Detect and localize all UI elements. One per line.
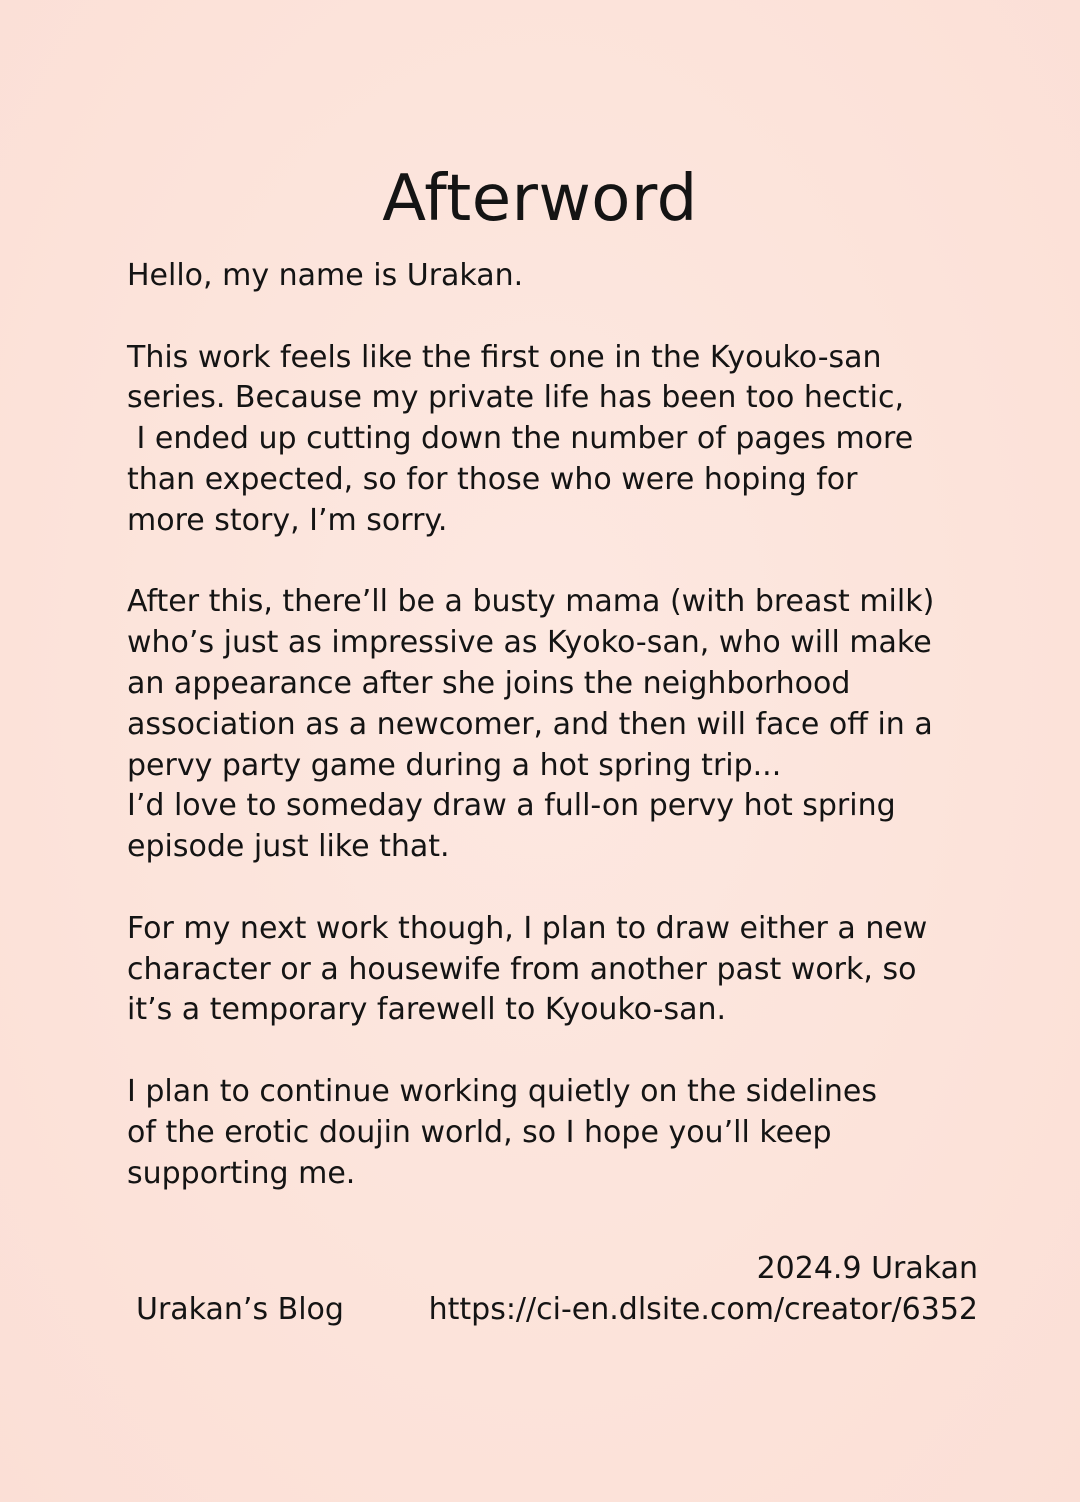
text-line: After this, there’ll be a busty mama (with breast milk) — [127, 584, 935, 620]
paragraph-future-plans — [127, 582, 1007, 868]
text-line: I ended up cutting down the number of pages more — [127, 421, 914, 457]
paragraph-series — [127, 338, 1007, 542]
text-line: episode just like that. — [127, 829, 450, 865]
text-line: supporting me. — [127, 1155, 356, 1191]
blog-label: Urakan’s Blog — [136, 1292, 344, 1327]
page-title: Afterword — [382, 161, 698, 236]
text-line: Hello, my name is Urakan. — [127, 258, 524, 293]
text-line: than expected, so for those who were hoping for — [127, 461, 858, 497]
paragraph-next-work — [127, 909, 1007, 1031]
paragraph-closing — [127, 1072, 1007, 1194]
text-line: I’d love to someday draw a full-on pervy hot spring — [127, 788, 896, 824]
text-line: of the erotic doujin world, so I hope you’ll keep — [127, 1114, 832, 1150]
text-line: an appearance after she joins the neighborhood — [127, 665, 851, 701]
text-line: more story, I’m sorry. — [127, 502, 448, 538]
text-line: For my next work though, I plan to draw either a new — [127, 910, 928, 946]
text-line: who’s just as impressive as Kyoko-san, who will make — [127, 625, 932, 661]
text-line: association as a newcomer, and then will face off in a — [127, 706, 933, 742]
text-line: it’s a temporary farewell to Kyouko-san. — [127, 992, 727, 1028]
text-line: character or a housewife from another past work, so — [127, 951, 917, 987]
text-line: I plan to continue working quietly on the sidelines — [127, 1073, 877, 1109]
text-line: This work feels like the first one in the Kyouko-san — [127, 339, 882, 375]
text-line: series. Because my private life has been too hectic, — [127, 380, 904, 416]
afterword-body — [127, 256, 1007, 1235]
blog-link[interactable]: https://ci-en.dlsite.com/creator/6352 — [428, 1292, 978, 1327]
text-line: pervy party game during a hot spring trip... — [127, 747, 782, 783]
signature: 2024.9 Urakan — [756, 1251, 978, 1286]
paragraph-greeting — [127, 256, 1007, 297]
